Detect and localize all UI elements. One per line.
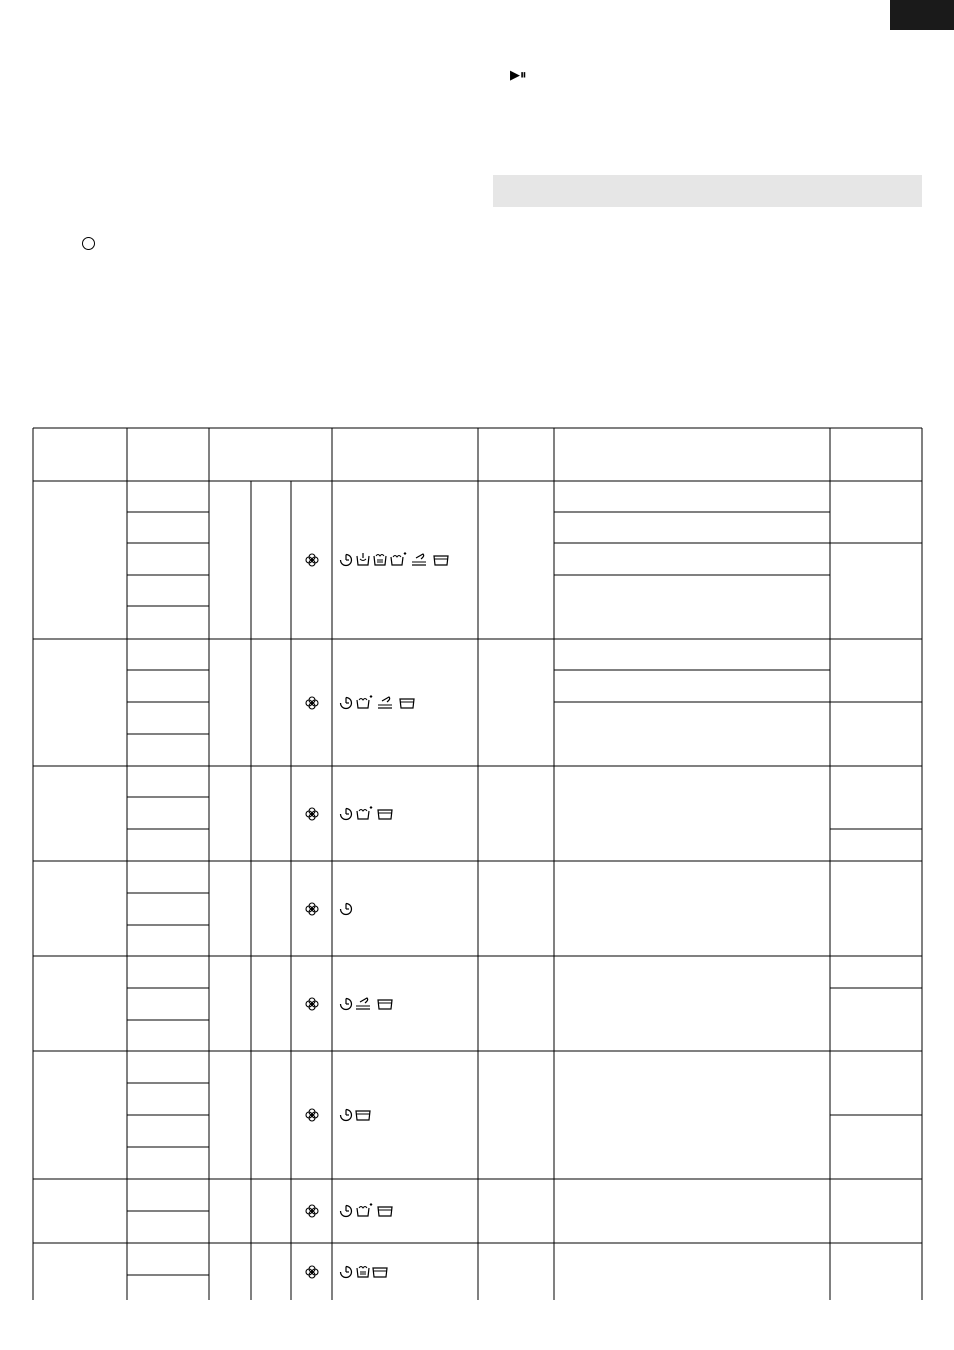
drain-icon [378, 1207, 392, 1216]
timer-icon [341, 555, 352, 566]
wash-icon [357, 1267, 369, 1278]
spin-icon [306, 554, 318, 566]
timer-icon [341, 1110, 352, 1121]
timer-icon [341, 809, 352, 820]
spin-icon [306, 1266, 318, 1278]
timer-icon [341, 1267, 352, 1278]
drain-icon [373, 1268, 387, 1277]
play-pause-icon: ▶⏸ [510, 68, 527, 83]
drain-icon [434, 556, 448, 565]
spin-icon [306, 1109, 318, 1121]
spin-icon [306, 697, 318, 709]
timer-icon [341, 999, 352, 1010]
drain-icon [378, 1000, 392, 1009]
rinse-icon [378, 697, 392, 708]
timer-icon [341, 1206, 352, 1217]
drain-icon [378, 810, 392, 819]
spin-icon [306, 903, 318, 915]
drain-icon [400, 699, 414, 708]
spin-icon [306, 998, 318, 1010]
intensive-icon [391, 552, 407, 565]
drain-icon [356, 1111, 370, 1120]
intensive-icon [357, 806, 373, 819]
intensive-icon [357, 1203, 373, 1216]
intensive-icon [357, 695, 373, 708]
timer-icon [341, 698, 352, 709]
wash-icon [374, 555, 386, 566]
timer-icon [341, 904, 352, 915]
prewash-icon [357, 553, 369, 565]
rinse-icon [412, 554, 426, 565]
spin-icon [306, 1205, 318, 1217]
spin-icon [306, 808, 318, 820]
rinse-icon [356, 998, 370, 1009]
